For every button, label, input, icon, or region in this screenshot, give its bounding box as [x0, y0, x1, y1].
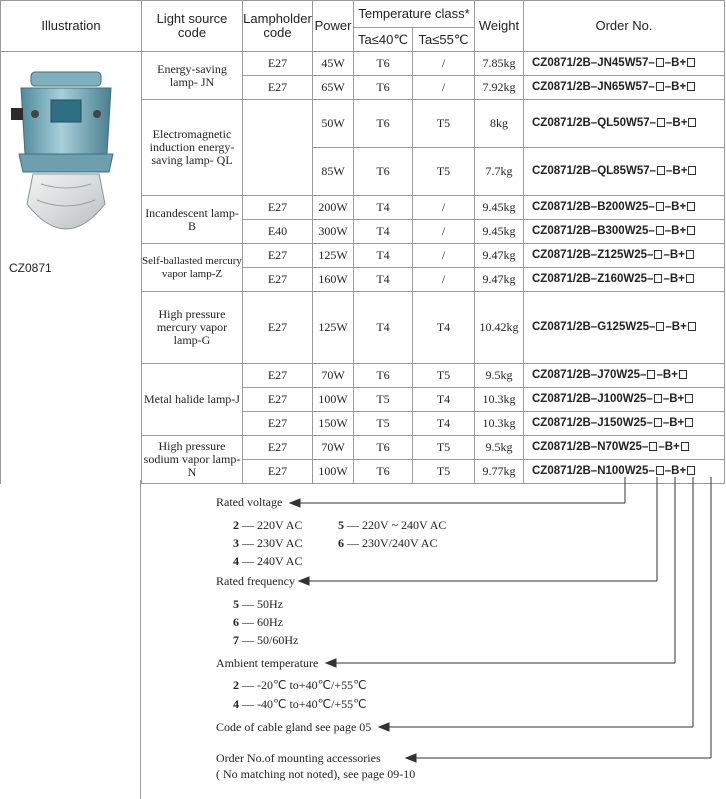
cell-t40: T4	[354, 292, 413, 364]
cell-weight: 8kg	[475, 100, 524, 148]
cell-t40: T6	[354, 100, 413, 148]
mounting-accessories-subnote: ( No matching not noted), see page 09-10	[216, 767, 416, 781]
cell-weight: 9.5kg	[475, 436, 524, 460]
cell-order-no: CZ0871/2B–QL50W57– –B+	[524, 100, 725, 148]
cell-t40: T6	[354, 436, 413, 460]
cell-power: 45W	[313, 52, 354, 76]
cell-power: 100W	[313, 460, 354, 484]
cell-t40: T6	[354, 76, 413, 100]
cell-t40: T6	[354, 148, 413, 196]
header-illustration: Illustration	[1, 1, 142, 52]
group-name-jn: Energy-saving lamp- JN	[142, 52, 243, 100]
cell-weight: 10.3kg	[475, 388, 524, 412]
cell-power: 150W	[313, 412, 354, 436]
cell-weight: 9.47kg	[475, 244, 524, 268]
cell-order-no: CZ0871/2B–JN45W57– –B+	[524, 52, 725, 76]
cell-holder: E27	[243, 196, 313, 220]
cell-weight: 10.3kg	[475, 412, 524, 436]
cell-t55: T5	[413, 460, 475, 484]
cell-order-no: CZ0871/2B–JN65W57– –B+	[524, 76, 725, 100]
cell-weight: 7.7kg	[475, 148, 524, 196]
cell-holder: E27	[243, 388, 313, 412]
cell-holder: E27	[243, 412, 313, 436]
cell-order-no: CZ0871/2B–B200W25– –B+	[524, 196, 725, 220]
mounting-accessories-note: Order No.of mounting accessories	[216, 751, 381, 765]
rated-voltage-item: 6 — 230V/240V AC	[338, 536, 438, 550]
cell-power: 200W	[313, 196, 354, 220]
group-name-n: High pressure sodium vapor lamp-N	[142, 436, 243, 484]
group-name-b: Incandescent lamp-B	[142, 196, 243, 244]
cell-holder: E27	[243, 52, 313, 76]
cell-order-no: CZ0871/2B–J100W25– –B+	[524, 388, 725, 412]
cell-t40: T4	[354, 268, 413, 292]
cell-order-no: CZ0871/2B–G125W25– –B+	[524, 292, 725, 364]
cell-t40: T5	[354, 388, 413, 412]
cell-weight: 10.42kg	[475, 292, 524, 364]
header-light-source-code: Light source code	[142, 1, 243, 52]
cell-t55: T5	[413, 436, 475, 460]
ambient-temperature-item: 4 — -40℃ to+40℃/+55℃	[233, 697, 367, 711]
cell-t55: T5	[413, 148, 475, 196]
cell-order-no: CZ0871/2B–N100W25– –B+	[524, 460, 725, 484]
cell-power: 160W	[313, 268, 354, 292]
cell-t40: T5	[354, 412, 413, 436]
cell-holder: E27	[243, 268, 313, 292]
cell-weight: 7.92kg	[475, 76, 524, 100]
cell-holder: E27	[243, 364, 313, 388]
cell-weight: 9.77kg	[475, 460, 524, 484]
cell-holder: E27	[243, 76, 313, 100]
cell-holder: E27	[243, 460, 313, 484]
group-name-ql: Electromagnetic induction energy-saving lamp- QL	[142, 100, 243, 196]
group-name-g: High pressure mercury vapor lamp-G	[142, 292, 243, 364]
ambient-temperature-item: 2 — -20℃ to+40℃/+55℃	[233, 678, 367, 692]
cell-t40: T6	[354, 52, 413, 76]
cell-t55: T4	[413, 412, 475, 436]
header-ta55: Ta≤55℃	[413, 28, 475, 52]
header-power: Power	[313, 1, 354, 52]
cell-holder: E40	[243, 220, 313, 244]
rated-voltage-item: 2 — 220V AC	[233, 518, 303, 532]
cell-t55: /	[413, 268, 475, 292]
cell-weight: 9.45kg	[475, 196, 524, 220]
cell-t40: T4	[354, 244, 413, 268]
cell-power: 125W	[313, 292, 354, 364]
cell-t55: T5	[413, 100, 475, 148]
header-lampholder-code: Lampholder code	[243, 1, 313, 52]
cell-holder: E27	[243, 292, 313, 364]
rated-voltage-item: 4 — 240V AC	[233, 554, 303, 568]
rated-voltage-item: 5 — 220V ~ 240V AC	[338, 518, 447, 532]
cell-t40: T4	[354, 196, 413, 220]
cell-weight: 9.47kg	[475, 268, 524, 292]
cell-holder: E27	[243, 244, 313, 268]
ambient-temperature-title: Ambient temperature	[216, 656, 319, 670]
cell-t55: /	[413, 52, 475, 76]
cell-t55: T4	[413, 388, 475, 412]
cell-order-no: CZ0871/2B–Z160W25– –B+	[524, 268, 725, 292]
cell-t55: /	[413, 244, 475, 268]
rated-voltage-title: Rated voltage	[216, 495, 283, 509]
cell-t55: /	[413, 76, 475, 100]
header-order-no: Order No.	[524, 1, 725, 52]
cell-holder: E27	[243, 436, 313, 460]
cell-weight: 7.85kg	[475, 52, 524, 76]
cell-power: 125W	[313, 244, 354, 268]
cell-order-no: CZ0871/2B–J70W25– –B+	[524, 364, 725, 388]
cell-power: 50W	[313, 100, 354, 148]
group-name-z: Self-ballasted mercury vapor lamp-Z	[142, 244, 243, 292]
cell-power: 85W	[313, 148, 354, 196]
header-temperature-class: Temperature class*	[354, 1, 475, 28]
cell-t55: T5	[413, 364, 475, 388]
rated-frequency-item: 5 — 50Hz	[233, 597, 283, 611]
cell-power: 300W	[313, 220, 354, 244]
cable-gland-note: Code of cable gland see page 05	[216, 720, 372, 734]
cell-weight: 9.45kg	[475, 220, 524, 244]
cell-power: 70W	[313, 364, 354, 388]
header-ta40: Ta≤40℃	[354, 28, 413, 52]
model-label: CZ0871	[9, 261, 52, 275]
rated-frequency-item: 7 — 50/60Hz	[233, 633, 299, 647]
cell-order-no: CZ0871/2B–B300W25– –B+	[524, 220, 725, 244]
cell-t55: /	[413, 196, 475, 220]
cell-t40: T4	[354, 220, 413, 244]
cell-power: 65W	[313, 76, 354, 100]
cell-weight: 9.5kg	[475, 364, 524, 388]
cell-order-no: CZ0871/2B–Z125W25– –B+	[524, 244, 725, 268]
cell-power: 100W	[313, 388, 354, 412]
rated-frequency-title: Rated frequency	[216, 574, 295, 588]
header-weight: Weight	[475, 1, 524, 52]
cell-order-no: CZ0871/2B–QL85W57– –B+	[524, 148, 725, 196]
cell-t55: T4	[413, 292, 475, 364]
cell-t40: T6	[354, 460, 413, 484]
group-name-j: Metal halide lamp-J	[142, 364, 243, 436]
cell-power: 70W	[313, 436, 354, 460]
cell-order-no: CZ0871/2B–J150W25– –B+	[524, 412, 725, 436]
cell-t55: /	[413, 220, 475, 244]
rated-voltage-item: 3 — 230V AC	[233, 536, 303, 550]
cell-order-no: CZ0871/2B–N70W25– –B+	[524, 436, 725, 460]
rated-frequency-item: 6 — 60Hz	[233, 615, 283, 629]
cell-t40: T6	[354, 364, 413, 388]
